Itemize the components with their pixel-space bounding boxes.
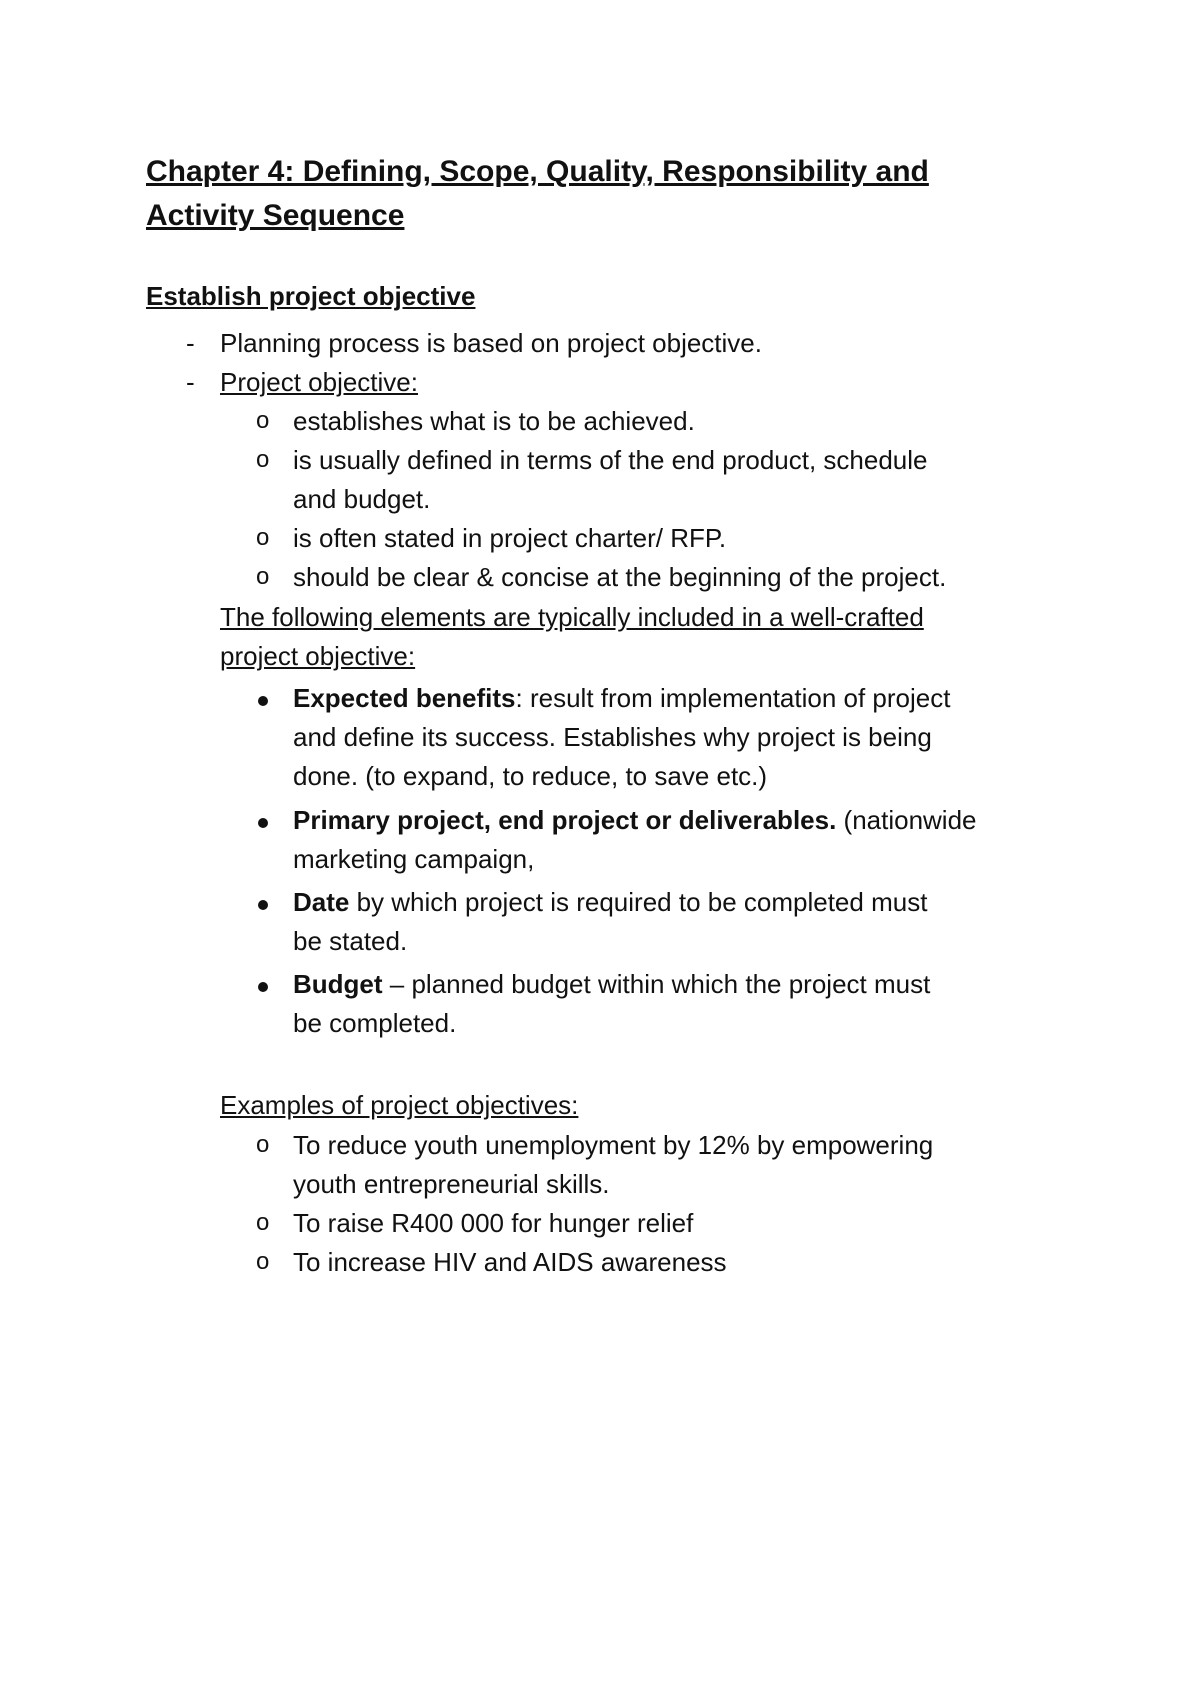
element-text: by which project is required to be completed must bbox=[349, 887, 928, 917]
bullet-dot-icon bbox=[258, 900, 268, 910]
dash-marker: - bbox=[186, 328, 195, 358]
element-continuation: marketing campaign, bbox=[293, 844, 535, 874]
element-continuation: and define its success. Establishes why project is being bbox=[293, 722, 932, 752]
example-item: To increase HIV and AIDS awareness bbox=[293, 1247, 727, 1277]
section-heading: Establish project objective bbox=[146, 281, 476, 311]
element-item bbox=[293, 679, 950, 717]
element-term: Primary project, end project or deliverables. bbox=[293, 805, 837, 835]
example-continuation: youth entrepreneurial skills. bbox=[293, 1169, 610, 1199]
circle-bullet-icon: o bbox=[256, 1248, 270, 1275]
example-item: To reduce youth unemployment by 12% by empowering bbox=[293, 1130, 934, 1160]
circle-bullet-icon: o bbox=[256, 407, 270, 434]
chapter-title: Chapter 4: Defining, Scope, Quality, Responsibility and Activity Sequence bbox=[146, 155, 929, 232]
element-continuation: be stated. bbox=[293, 926, 408, 956]
element-text: – planned budget within which the project must bbox=[382, 969, 931, 999]
circle-bullet-icon: o bbox=[256, 446, 270, 473]
circle-bullet-icon: o bbox=[256, 524, 270, 551]
objective-point: establishes what is to be achieved. bbox=[293, 406, 695, 436]
objective-point: is usually defined in terms of the end product, schedule bbox=[293, 445, 928, 475]
element-continuation: done. (to expand, to reduce, to save etc.) bbox=[293, 761, 768, 791]
bullet-dot-icon bbox=[258, 818, 268, 828]
dash-item: Project objective: bbox=[220, 367, 418, 397]
objective-point: is often stated in project charter/ RFP. bbox=[293, 523, 727, 553]
elements-intro: project objective: bbox=[220, 641, 416, 671]
element-item bbox=[293, 801, 977, 839]
element-text: : result from implementation of project bbox=[515, 683, 951, 713]
element-term: Date bbox=[293, 887, 350, 917]
dash-marker: - bbox=[186, 367, 195, 397]
element-term: Budget bbox=[293, 969, 383, 999]
objective-point-continuation: and budget. bbox=[293, 484, 431, 514]
circle-bullet-icon: o bbox=[256, 1209, 270, 1236]
examples-heading: Examples of project objectives: bbox=[220, 1090, 579, 1120]
example-item: To raise R400 000 for hunger relief bbox=[293, 1208, 694, 1238]
circle-bullet-icon: o bbox=[256, 563, 270, 590]
circle-bullet-icon: o bbox=[256, 1131, 270, 1158]
elements-intro: The following elements are typically included in a well-crafted bbox=[220, 602, 924, 632]
element-continuation: be completed. bbox=[293, 1008, 457, 1038]
element-item bbox=[293, 965, 930, 1003]
element-term: Expected benefits bbox=[293, 683, 516, 713]
dash-item: Planning process is based on project objective. bbox=[220, 328, 762, 358]
bullet-dot-icon bbox=[258, 982, 268, 992]
element-item bbox=[293, 883, 927, 921]
element-text: (nationwide bbox=[836, 805, 977, 835]
bullet-dot-icon bbox=[258, 696, 268, 706]
objective-point: should be clear & concise at the beginning of the project. bbox=[293, 562, 947, 592]
